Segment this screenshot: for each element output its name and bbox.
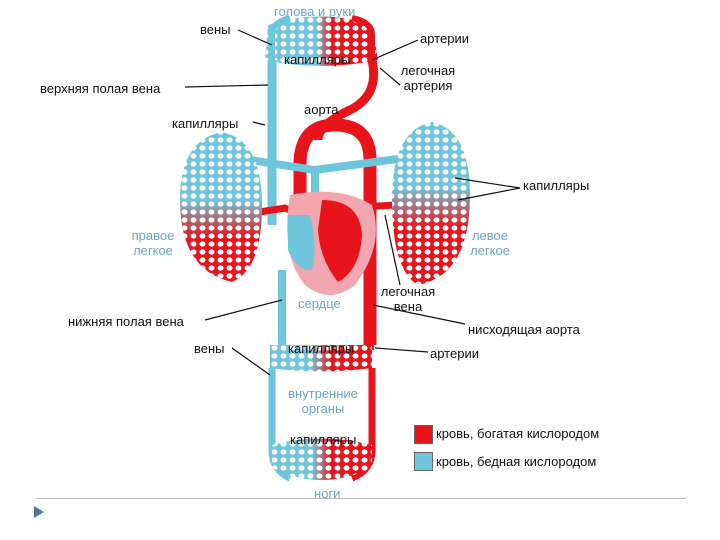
slide-divider (36, 498, 686, 499)
left-lung (392, 122, 470, 285)
heart (287, 192, 376, 295)
label-capillaries-bottom: капилляры (290, 432, 357, 447)
label-capillaries-mid: капилляры (288, 341, 355, 356)
label-left-lung: левое легкое (470, 228, 510, 258)
label-right-lung: правое легкое (131, 228, 175, 258)
label-capillaries-left: капилляры (172, 116, 239, 131)
right-lung (180, 132, 262, 282)
label-aorta: аорта (304, 102, 339, 117)
label-pulmonary-artery: легочная артерия (400, 63, 456, 93)
label-veins-top: вены (200, 22, 231, 37)
label-inferior-vena-cava: нижняя полая вена (68, 314, 184, 329)
label-heart: сердце (298, 296, 341, 311)
label-arteries-bottom: артерии (430, 346, 479, 361)
legend-swatch-oxygen-rich (414, 425, 433, 444)
label-internal-organs: внутренние органы (288, 386, 358, 416)
label-capillaries-lungs: капилляры (523, 178, 590, 193)
legend-swatch-oxygen-poor (414, 452, 433, 471)
next-slide-arrow-icon[interactable] (34, 506, 44, 518)
label-superior-vena-cava: верхняя полая вена (40, 81, 161, 96)
label-capillaries-top: капилляры (284, 52, 351, 67)
legend-oxygen-rich: кровь, богатая кислородом (436, 426, 600, 441)
label-veins-bottom: вены (194, 341, 225, 356)
right-atrium-ventricle (288, 215, 315, 270)
legend-oxygen-poor: кровь, бедная кислородом (436, 454, 597, 469)
label-arteries-top: артерии (420, 31, 469, 46)
label-descending-aorta: нисходящая аорта (468, 322, 580, 337)
label-legs: ноги (314, 486, 341, 501)
label-head-arms: голова и руки (274, 4, 356, 19)
label-pulmonary-vein: легочная вена (380, 284, 436, 314)
